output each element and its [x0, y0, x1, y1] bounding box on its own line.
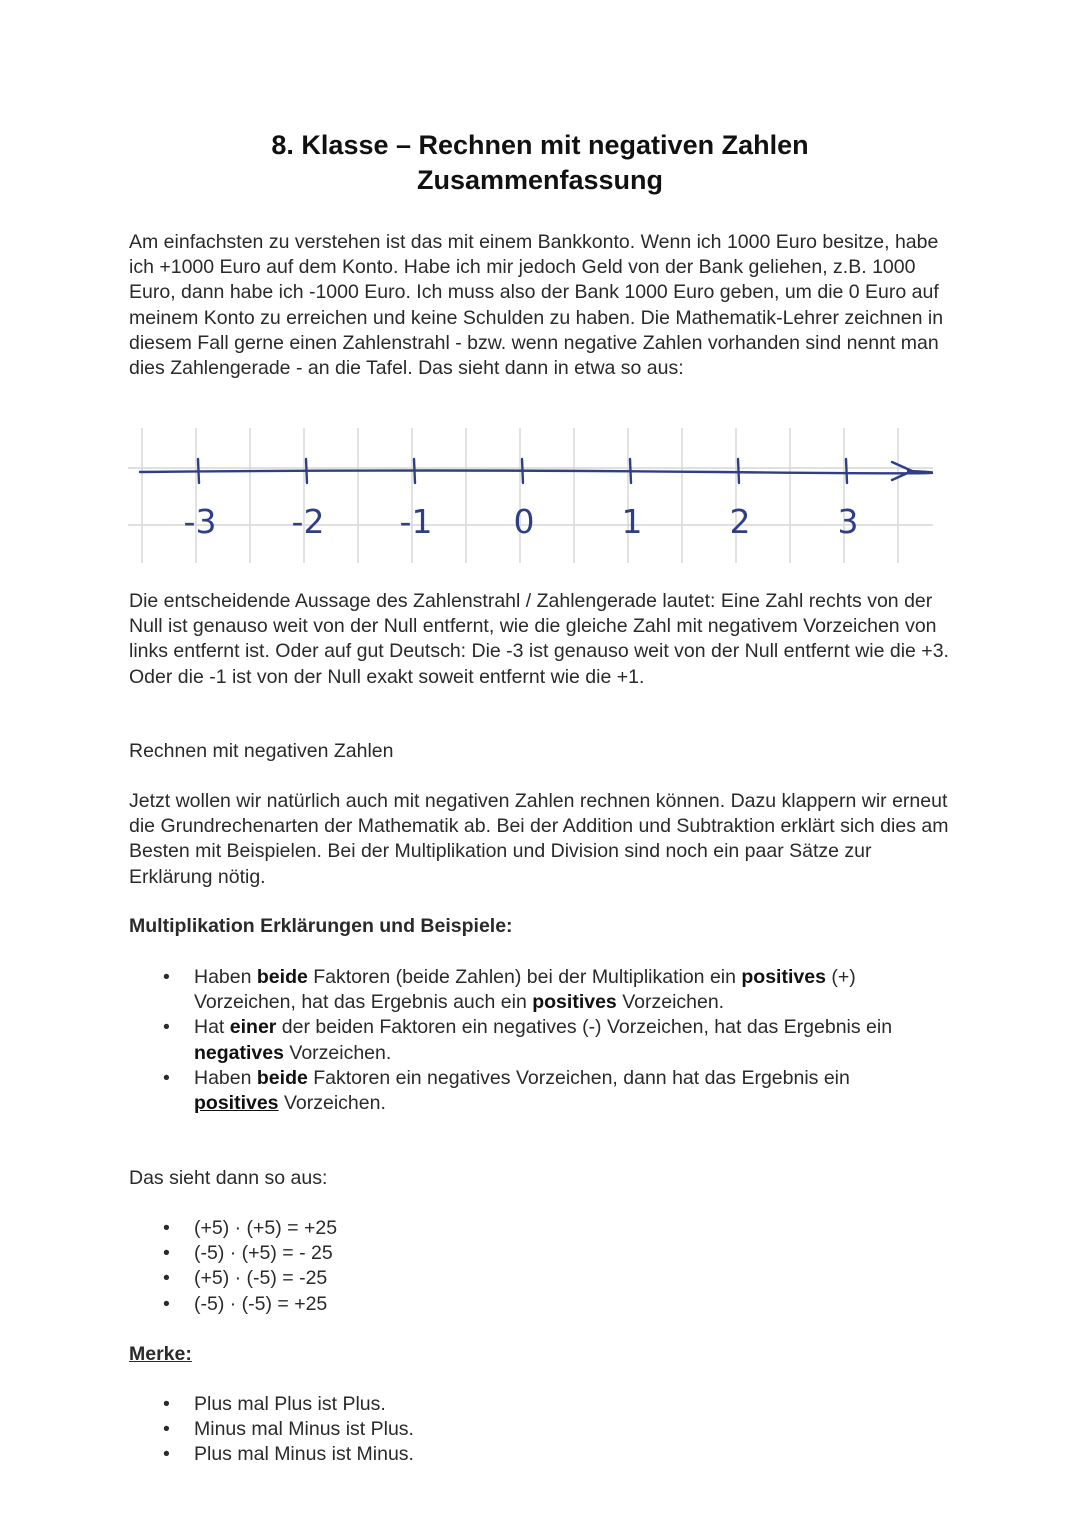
tick-label: 3 — [837, 502, 859, 541]
merke-heading: Merke: — [129, 1343, 192, 1365]
list-item — [129, 1392, 929, 1417]
section-title: Rechnen mit negativen Zahlen — [129, 740, 394, 762]
multiplication-heading: Multiplikation Erklärungen und Beispiele: — [129, 915, 513, 937]
intro-paragraph: Am einfachsten zu verstehen ist das mit einem Bankkonto. Wenn ich 1000 Euro besitze, habe ich +1000 Euro auf dem Konto. Habe ich mir jedoch Geld von der Bank geliehen, z.B. 1000 Euro, dann habe ich -1000 Euro. Ich muss also der Bank 1000 Euro geben, um die 0 Euro auf meinem Konto zu erreichen und keine Schulden zu haben. Die Mathematik-Lehrer zeichnen in diesem Fall gerne einen Zahlenstrahl - bzw. wenn negative Zahlen vorhanden sind nennt man dies Zahlengerade - an die Tafel. Das sieht dann in etwa so aus: — [129, 231, 944, 380]
page-subtitle: Zusammenfassung — [416, 165, 664, 195]
list-item — [129, 1216, 929, 1241]
number-line-drawing — [140, 459, 933, 541]
list-item — [129, 1266, 929, 1291]
list-item — [129, 1241, 929, 1266]
merke-rule: Plus mal Plus ist Plus. — [194, 1393, 386, 1415]
bullet-icon: • — [163, 1267, 170, 1290]
list-item — [129, 1442, 929, 1467]
bullet-icon: • — [163, 1292, 170, 1315]
page-title: 8. Klasse – Rechnen mit negativen Zahlen — [271, 130, 809, 160]
tick-mark — [306, 459, 307, 483]
axis-line — [140, 471, 933, 474]
tick-mark — [630, 459, 631, 483]
bullet-icon: • — [163, 1443, 170, 1466]
statement-paragraph: Die entscheidende Aussage des Zahlenstrahl / Zahlengerade lautet: Eine Zahl rechts von der Null ist genauso weit von der Null entfernt, wie die gleiche Zahl mit negativem Vorzeichen von links entfernt ist. Oder auf gut Deutsch: Die -3 ist genauso weit von der Null entfernt wie die +3. Oder die -1 ist von der Null exakt soweit entfernt wie die +1. — [129, 590, 949, 688]
tick-mark — [738, 459, 739, 483]
number-line-figure — [128, 428, 933, 563]
list-item — [129, 1292, 929, 1317]
bullet-icon: • — [163, 966, 170, 988]
multiplication-rules-list — [129, 965, 929, 1116]
list-item: • Hat einer der beiden Faktoren ein negatives (-) Vorzeichen, hat das Ergebnis ein negatives Vorzeichen. — [163, 1016, 893, 1064]
tick-label: -1 — [399, 502, 433, 541]
examples-intro: Das sieht dann so aus: — [129, 1167, 328, 1189]
merke-rule: Minus mal Minus ist Plus. — [194, 1418, 414, 1441]
bullet-icon: • — [163, 1066, 170, 1089]
tick-label: 2 — [729, 502, 751, 541]
tick-mark — [198, 459, 199, 483]
bullet-icon: • — [163, 1016, 170, 1039]
tick-mark — [414, 459, 415, 483]
example-equation: (+5) · (-5) = -25 — [194, 1267, 328, 1290]
bullet-icon: • — [163, 1393, 170, 1415]
list-item: • Haben beide Faktoren (beide Zahlen) bei der Multiplikation ein positives (+) Vorzeichen, hat das Ergebnis auch ein positives Vorzeichen. — [163, 966, 856, 1014]
tick-mark — [522, 459, 523, 483]
example-equation: (+5) · (+5) = +25 — [194, 1217, 338, 1239]
examples-list — [129, 1216, 929, 1317]
bullet-icon: • — [163, 1418, 170, 1441]
tick-mark — [846, 459, 847, 483]
example-equation: (-5) · (+5) = - 25 — [194, 1242, 333, 1265]
list-item — [129, 1417, 929, 1442]
list-item: • Haben beide Faktoren ein negatives Vorzeichen, dann hat das Ergebnis ein positives Vorzeichen. — [163, 1066, 850, 1115]
tick-label: -3 — [183, 502, 217, 541]
tick-label: 0 — [513, 502, 535, 541]
merke-list — [129, 1392, 929, 1468]
tick-label: -2 — [291, 502, 325, 541]
number-line-grid — [128, 428, 933, 563]
tick-label: 1 — [621, 502, 643, 541]
example-equation: (-5) · (-5) = +25 — [194, 1292, 328, 1315]
section-paragraph: Jetzt wollen wir natürlich auch mit negativen Zahlen rechnen können. Dazu klappern wir erneut die Grundrechenarten der Mathematik ab. Bei der Addition und Subtraktion erklärt sich dies am Besten mit Beispielen. Bei der Multiplikation und Division sind noch ein paar Sätze zur Erklärung nötig. — [129, 790, 949, 888]
bullet-icon: • — [163, 1217, 170, 1239]
merke-rule: Plus mal Minus ist Minus. — [194, 1443, 414, 1466]
bullet-icon: • — [163, 1242, 170, 1265]
